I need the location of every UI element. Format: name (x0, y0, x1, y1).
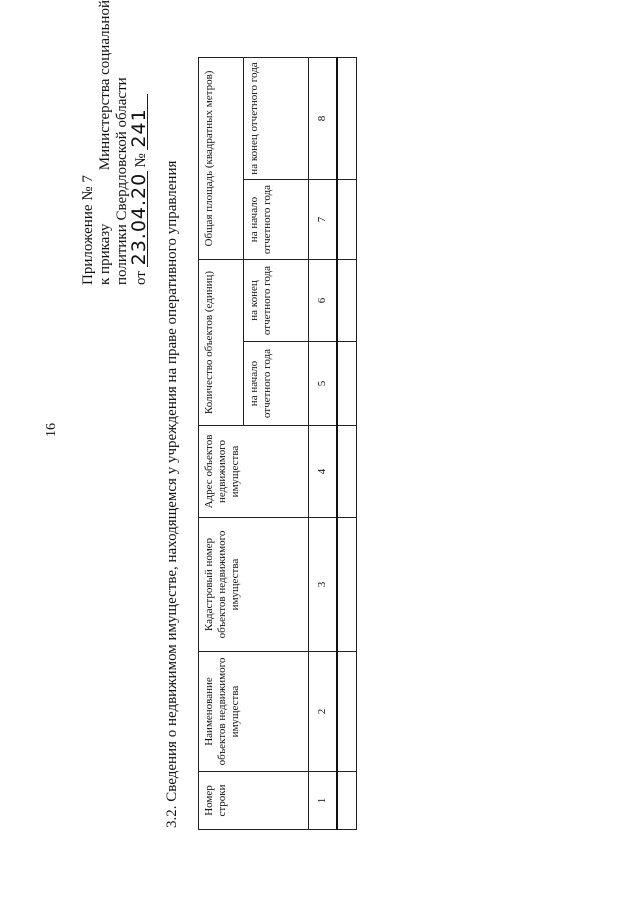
appendix-order-line (97, 0, 114, 285)
header-quantity: Количество объектов (единиц) (199, 260, 244, 426)
appendix-date-line (128, 0, 150, 285)
empty-cell (337, 772, 357, 830)
empty-data-row (337, 58, 357, 830)
number-label: № (133, 153, 149, 168)
empty-cell (337, 58, 357, 180)
header-address: Адрес объектов недвижимого имущества (199, 426, 309, 518)
empty-cell (337, 518, 357, 652)
col-num-1: 1 (309, 772, 338, 830)
col-num-3: 3 (309, 518, 338, 652)
appendix-order-prefix: к приказу (97, 223, 113, 285)
appendix-block (80, 0, 150, 285)
document-landscape-content (80, 0, 360, 870)
header-quantity-start: на начало отчетного года (244, 342, 309, 426)
page-number: 16 (44, 423, 59, 437)
empty-cell (337, 180, 357, 260)
real-estate-table (198, 57, 357, 830)
appendix-ministry: Министерства социальной (97, 0, 113, 171)
empty-cell (337, 426, 357, 518)
col-num-5: 5 (309, 342, 338, 426)
col-num-6: 6 (309, 260, 338, 342)
empty-cell (337, 260, 357, 342)
header-area: Общая площадь (квадратных метров) (199, 58, 244, 260)
header-area-end: на конец отчетного года (244, 58, 309, 180)
appendix-region: политики Свердловской области (114, 77, 130, 285)
header-quantity-end: на конец отчетного года (244, 260, 309, 342)
col-num-7: 7 (309, 180, 338, 260)
col-num-8: 8 (309, 58, 338, 180)
handwritten-number: 241 (131, 94, 148, 150)
handwritten-date: 23.04.20 (128, 172, 150, 266)
header-name: Наименование объектов недвижимого имущества (199, 652, 309, 772)
header-row-number: Номер строки (199, 772, 309, 830)
header-cadastral: Кадастровый номер объектов недвижимого имущества (199, 518, 309, 652)
empty-cell (337, 342, 357, 426)
column-number-row (309, 58, 338, 830)
col-num-2: 2 (309, 652, 338, 772)
header-area-start: на начало отчетного года (244, 180, 309, 260)
header-row-1 (199, 58, 244, 830)
empty-cell (337, 652, 357, 772)
col-num-4: 4 (309, 426, 338, 518)
section-heading: 3.2. Сведения о недвижимом имуществе, находящемся у учреждения на праве оперативного управления (164, 160, 180, 828)
appendix-title: Приложение № 7 (80, 175, 96, 285)
date-prefix: от (133, 271, 149, 285)
